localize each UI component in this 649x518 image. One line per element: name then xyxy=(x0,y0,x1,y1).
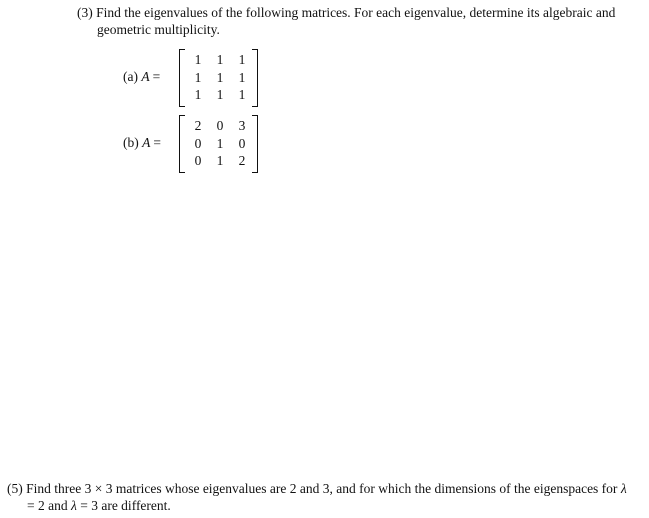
problem-5-eq1: = 2 and xyxy=(27,498,71,513)
matrix-a-cell: 1 xyxy=(216,69,224,85)
lambda-symbol: λ xyxy=(70,498,77,513)
matrix-a-label xyxy=(123,69,160,85)
problem-5-part1: (5) Find three 3 × 3 matrices whose eigenvalues are 2 and 3, and for which the dimensions of the eigenspaces for xyxy=(7,481,621,496)
matrix-b-cell: 2 xyxy=(194,118,202,133)
matrix-a-right-bracket xyxy=(252,49,258,107)
problem-3 xyxy=(77,4,642,38)
matrix-b-cell: 0 xyxy=(238,135,246,151)
matrix-b-cell: 1 xyxy=(216,135,224,151)
lambda-symbol: λ xyxy=(620,481,627,496)
problem-5 xyxy=(7,480,637,514)
matrix-a-cell: 1 xyxy=(194,69,202,85)
matrix-b-eq: = xyxy=(153,135,161,150)
matrix-a-grid xyxy=(187,51,253,104)
matrix-b-grid xyxy=(187,117,253,170)
problem-5-text xyxy=(7,480,637,514)
matrix-b-left-bracket xyxy=(179,115,185,173)
matrix-a-left-bracket xyxy=(179,49,185,107)
matrix-a-cell: 1 xyxy=(216,52,224,67)
matrix-b-right-bracket xyxy=(252,115,258,173)
matrix-a-var: A xyxy=(141,69,150,84)
matrix-a-eq: = xyxy=(152,69,161,84)
matrix-b-label xyxy=(123,135,161,151)
matrix-a-part: (a) xyxy=(123,69,138,84)
matrix-b-var: A xyxy=(142,135,151,150)
matrix-b-cell: 3 xyxy=(238,118,246,133)
matrix-b-cell: 0 xyxy=(194,153,202,168)
matrix-a-cell: 1 xyxy=(238,87,246,102)
problem-3-text: (3) Find the eigenvalues of the following matrices. For each eigenvalue, determine its algebraic and geometric multiplicity. xyxy=(77,5,616,37)
matrix-a-cell: 1 xyxy=(194,52,202,67)
matrix-b-cell: 0 xyxy=(194,135,202,151)
matrix-a-cell: 1 xyxy=(238,69,246,85)
matrix-b-part: (b) xyxy=(123,135,139,150)
matrix-a-cell: 1 xyxy=(194,87,202,102)
matrix-b-cell: 2 xyxy=(238,153,246,168)
matrix-a-cell: 1 xyxy=(216,87,224,102)
problem-5-eq2: = 3 are different. xyxy=(76,498,171,513)
matrix-a-cell: 1 xyxy=(238,52,246,67)
matrix-b-cell: 1 xyxy=(216,153,224,168)
matrix-b-cell: 0 xyxy=(216,118,224,133)
